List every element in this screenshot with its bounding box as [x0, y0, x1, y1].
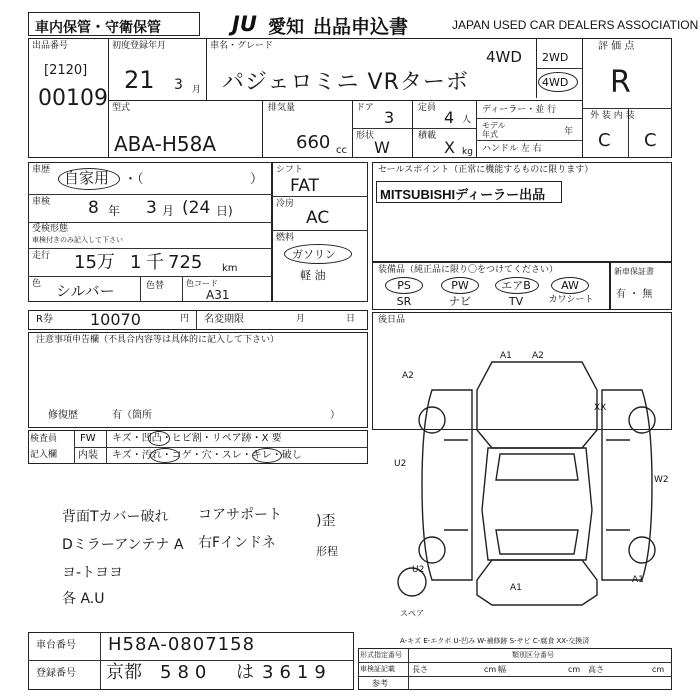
cm-unit-1: cm [484, 665, 497, 674]
shift-value: FAT [290, 176, 319, 196]
equip-aw: AW [561, 279, 579, 292]
note-line-1: 背面Tカバー破れ [62, 509, 169, 525]
first-registration-label: 初度登録年月 [112, 41, 167, 51]
diagram-mark-6: W2 [654, 475, 669, 485]
equip-leather: カワシート [548, 295, 594, 305]
car-name-label: 車名・グレード [210, 41, 274, 51]
spare-label: スペア [400, 609, 424, 618]
chassis-label: 車台番号 [36, 640, 76, 651]
capacity-value: 4 [444, 108, 455, 127]
month-unit: 月 [296, 314, 306, 324]
reg-area-value: 京都 [106, 662, 142, 683]
association-name: JAPAN USED CAR DEALERS ASSOCIATION [452, 18, 699, 32]
notes-label: 注意事項申告欄（不具合内容等は具体的に記入して下さい） [36, 335, 280, 345]
vehicle-type-paren: ・（ [124, 172, 144, 187]
lot-number-value: 00109 [38, 86, 108, 111]
doors-label: ドア [356, 103, 374, 113]
r-ken-label: R券 [36, 314, 53, 325]
equip-sr: SR [396, 295, 412, 308]
mark-circle-2 [150, 448, 180, 463]
shaken-day-value: (24 [182, 198, 211, 218]
entry-field-label: 記入欄 [30, 450, 58, 460]
dealer-parallel-label: ディーラー・並 行 [482, 105, 557, 115]
reg-kana-value: は [236, 662, 254, 683]
exterior-code: FW [80, 433, 96, 444]
color-value: シルバー [56, 282, 115, 300]
reg-year-value: 21 [124, 66, 155, 94]
logo-text: 愛知 [268, 17, 304, 38]
model-label: 型式 [112, 103, 131, 113]
diagram-mark-2: A2 [532, 351, 544, 361]
note-line-3: ヨ-トヨヨ [62, 565, 124, 581]
mark-circle-1 [148, 431, 170, 446]
interior-items: キズ・汚れ・コゲ・穴・スレ・キレ・破し [112, 450, 302, 461]
kg-unit: kg [462, 147, 473, 157]
fuel-label: 燃料 [276, 233, 295, 243]
load-label: 積載 [418, 131, 437, 141]
doors-value: 3 [384, 108, 395, 127]
year-unit-label: 年 [564, 127, 574, 137]
diagram-mark-7: U2 [412, 565, 425, 575]
warranty-options: 有 ・ 無 [616, 289, 653, 300]
notes-box [28, 332, 368, 428]
reg-month-value: 3 [174, 77, 183, 93]
equipment-label: 装備品（純正品に限り〇をつけてください） [378, 265, 559, 275]
circle-aw [551, 277, 589, 294]
note-line-1c: )歪 [316, 513, 336, 529]
score-value: R [610, 65, 631, 100]
legend-marks: A-キズ E-エクボ U-凹み W-補修跡 S-サビ C-腐食 XX-交換済 [400, 637, 590, 645]
shift-label: シフト [276, 165, 304, 175]
car-name-value: パジェロミニ VRターボ [222, 70, 469, 95]
shaken-label: 車検 [32, 197, 51, 207]
sales-point-value: MITSUBISHIディーラー出品 [380, 187, 546, 202]
diagram-mark-8: A1 [632, 575, 644, 585]
equip-tv: TV [508, 295, 524, 308]
mileage-label: 走行 [32, 251, 51, 261]
note-line-4: 各 A.U [62, 591, 105, 607]
chassis-value: H58A-0807158 [108, 634, 256, 655]
mark-circle-3 [252, 448, 282, 463]
vehicle-type-value: 自家用 [64, 169, 110, 187]
circle-ps [385, 277, 423, 294]
exterior-items: キズ・凹凸・ヒビ割・リペア跡・X 要 [112, 433, 282, 444]
category-number-label: 類別区分番号 [512, 651, 554, 659]
color-label: 色 [32, 279, 42, 289]
mileage-1k: 1 [130, 252, 142, 273]
equip-navi: ナビ [449, 295, 471, 308]
cert-label: 車検証記載 [360, 665, 395, 673]
displacement-label: 排気量 [268, 103, 296, 113]
inspector-label: 検査員 [30, 434, 58, 444]
fuel-diesel: 軽 油 [300, 269, 326, 282]
drive-4wd-label: 4WD [542, 76, 569, 89]
load-value: X [444, 138, 455, 157]
r-ken-row [28, 310, 368, 330]
displacement-value: 660 [296, 132, 331, 153]
cooler-label: 冷房 [276, 199, 295, 209]
equip-airbag: エアB [501, 279, 531, 292]
acceptance-note: 車検付きのみ記入して下さい [32, 236, 123, 244]
cert-ref-label: 参考 [372, 679, 388, 688]
cc-unit: cc [336, 145, 347, 156]
model-year-label-2: 年式 [482, 130, 498, 139]
equip-ps: PS [397, 279, 411, 292]
cooler-value: AC [306, 208, 330, 228]
ju-logo: JU [232, 12, 257, 36]
lot-bracket-value: [2120] [44, 63, 88, 78]
persons-unit: 人 [462, 115, 472, 125]
acceptance-label: 受検形態 [32, 224, 69, 234]
model-year-label-1: モデル [482, 121, 506, 130]
color-replace-label: 色替 [146, 281, 165, 291]
name-change-label: 名変期限 [204, 314, 244, 325]
repair-history-label: 修復歴 [48, 410, 78, 421]
warranty-label: 新車保証書 [614, 267, 654, 276]
note-line-2c: 形程 [316, 545, 338, 558]
mileage-1k-unit: 千 [146, 252, 164, 273]
ext-grade-value: C [598, 130, 611, 151]
car-damage-diagram [392, 350, 682, 615]
fuel-gasoline: ガソリン [292, 248, 336, 261]
diagram-mark-3: A2 [402, 371, 414, 381]
circle-airbag [495, 277, 539, 294]
reg-class-value: 580 [160, 662, 213, 683]
cm-unit-3: cm [652, 665, 665, 674]
shaken-year-value: 8 [88, 198, 99, 218]
form-title: 出品申込書 [313, 16, 409, 38]
equip-pw: PW [451, 279, 469, 292]
mileage-10k: 15万 [74, 252, 115, 273]
drive-note-value: 4WD [486, 48, 522, 66]
registration-label: 登録番号 [36, 668, 76, 679]
shaken-year-unit: 年 [108, 204, 121, 218]
score-label: 評 価 点 [598, 41, 635, 52]
shaken-month-value: 3 [146, 198, 157, 218]
diagram-mark-1: A1 [500, 351, 512, 361]
ext-int-label: 外 装 内 装 [590, 111, 635, 121]
diagram-mark-9: A1 [510, 583, 522, 593]
length-label: 長さ [412, 665, 428, 674]
note-line-2b: 右Fインドネ [198, 535, 276, 551]
handle-label: ハンドル 左 右 [482, 144, 542, 154]
reg-num-value: 3619 [262, 662, 332, 683]
shape-spec-label: 形式指定番号 [360, 651, 402, 659]
repair-has-label: 有（箇所 [112, 410, 152, 421]
body-shape-value: W [374, 138, 390, 157]
repair-close: ） [330, 410, 340, 421]
drive-2wd-label: 2WD [542, 51, 569, 64]
vehicle-type-paren-close: ） [250, 172, 264, 187]
circle-pw [441, 277, 479, 294]
shaken-day-unit: 日) [216, 204, 233, 218]
vehicle-type-label: 車歴 [32, 165, 51, 175]
width-label: 幅 [498, 665, 506, 674]
note-line-2: Dミラーアンテナ A [62, 537, 184, 553]
note-line-1b: コアサポート [198, 507, 282, 523]
later-notes-label: 後日品 [378, 315, 406, 325]
sales-point-label: セールスポイント（正常に機能するものに限ります） [378, 165, 594, 175]
color-code-label: 色コード [186, 279, 218, 288]
lot-number-label: 出品番号 [32, 41, 69, 51]
body-shape-label: 形状 [356, 131, 375, 141]
height-label: 高さ [588, 665, 604, 674]
storage-notice: 車内保管・守衛保管 [35, 20, 161, 36]
diagram-mark-5: U2 [394, 459, 407, 469]
int-grade-value: C [644, 130, 657, 151]
cm-unit-2: cm [568, 665, 581, 674]
reg-month-unit: 月 [192, 85, 202, 95]
sales-point-box [372, 162, 672, 262]
storage-notice-box [28, 12, 200, 36]
km-unit: km [222, 263, 238, 274]
diagram-mark-4: XX [594, 403, 607, 413]
model-value: ABA-H58A [114, 132, 217, 156]
interior-code: 内装 [78, 450, 98, 461]
mileage-rest: 725 [168, 252, 203, 273]
yen-unit: 円 [180, 314, 190, 324]
color-code-value: A31 [206, 288, 230, 302]
day-unit: 日 [346, 314, 356, 324]
shaken-month-unit: 月 [162, 204, 175, 218]
capacity-label: 定員 [418, 103, 437, 113]
r-ken-value: 10070 [90, 310, 141, 329]
